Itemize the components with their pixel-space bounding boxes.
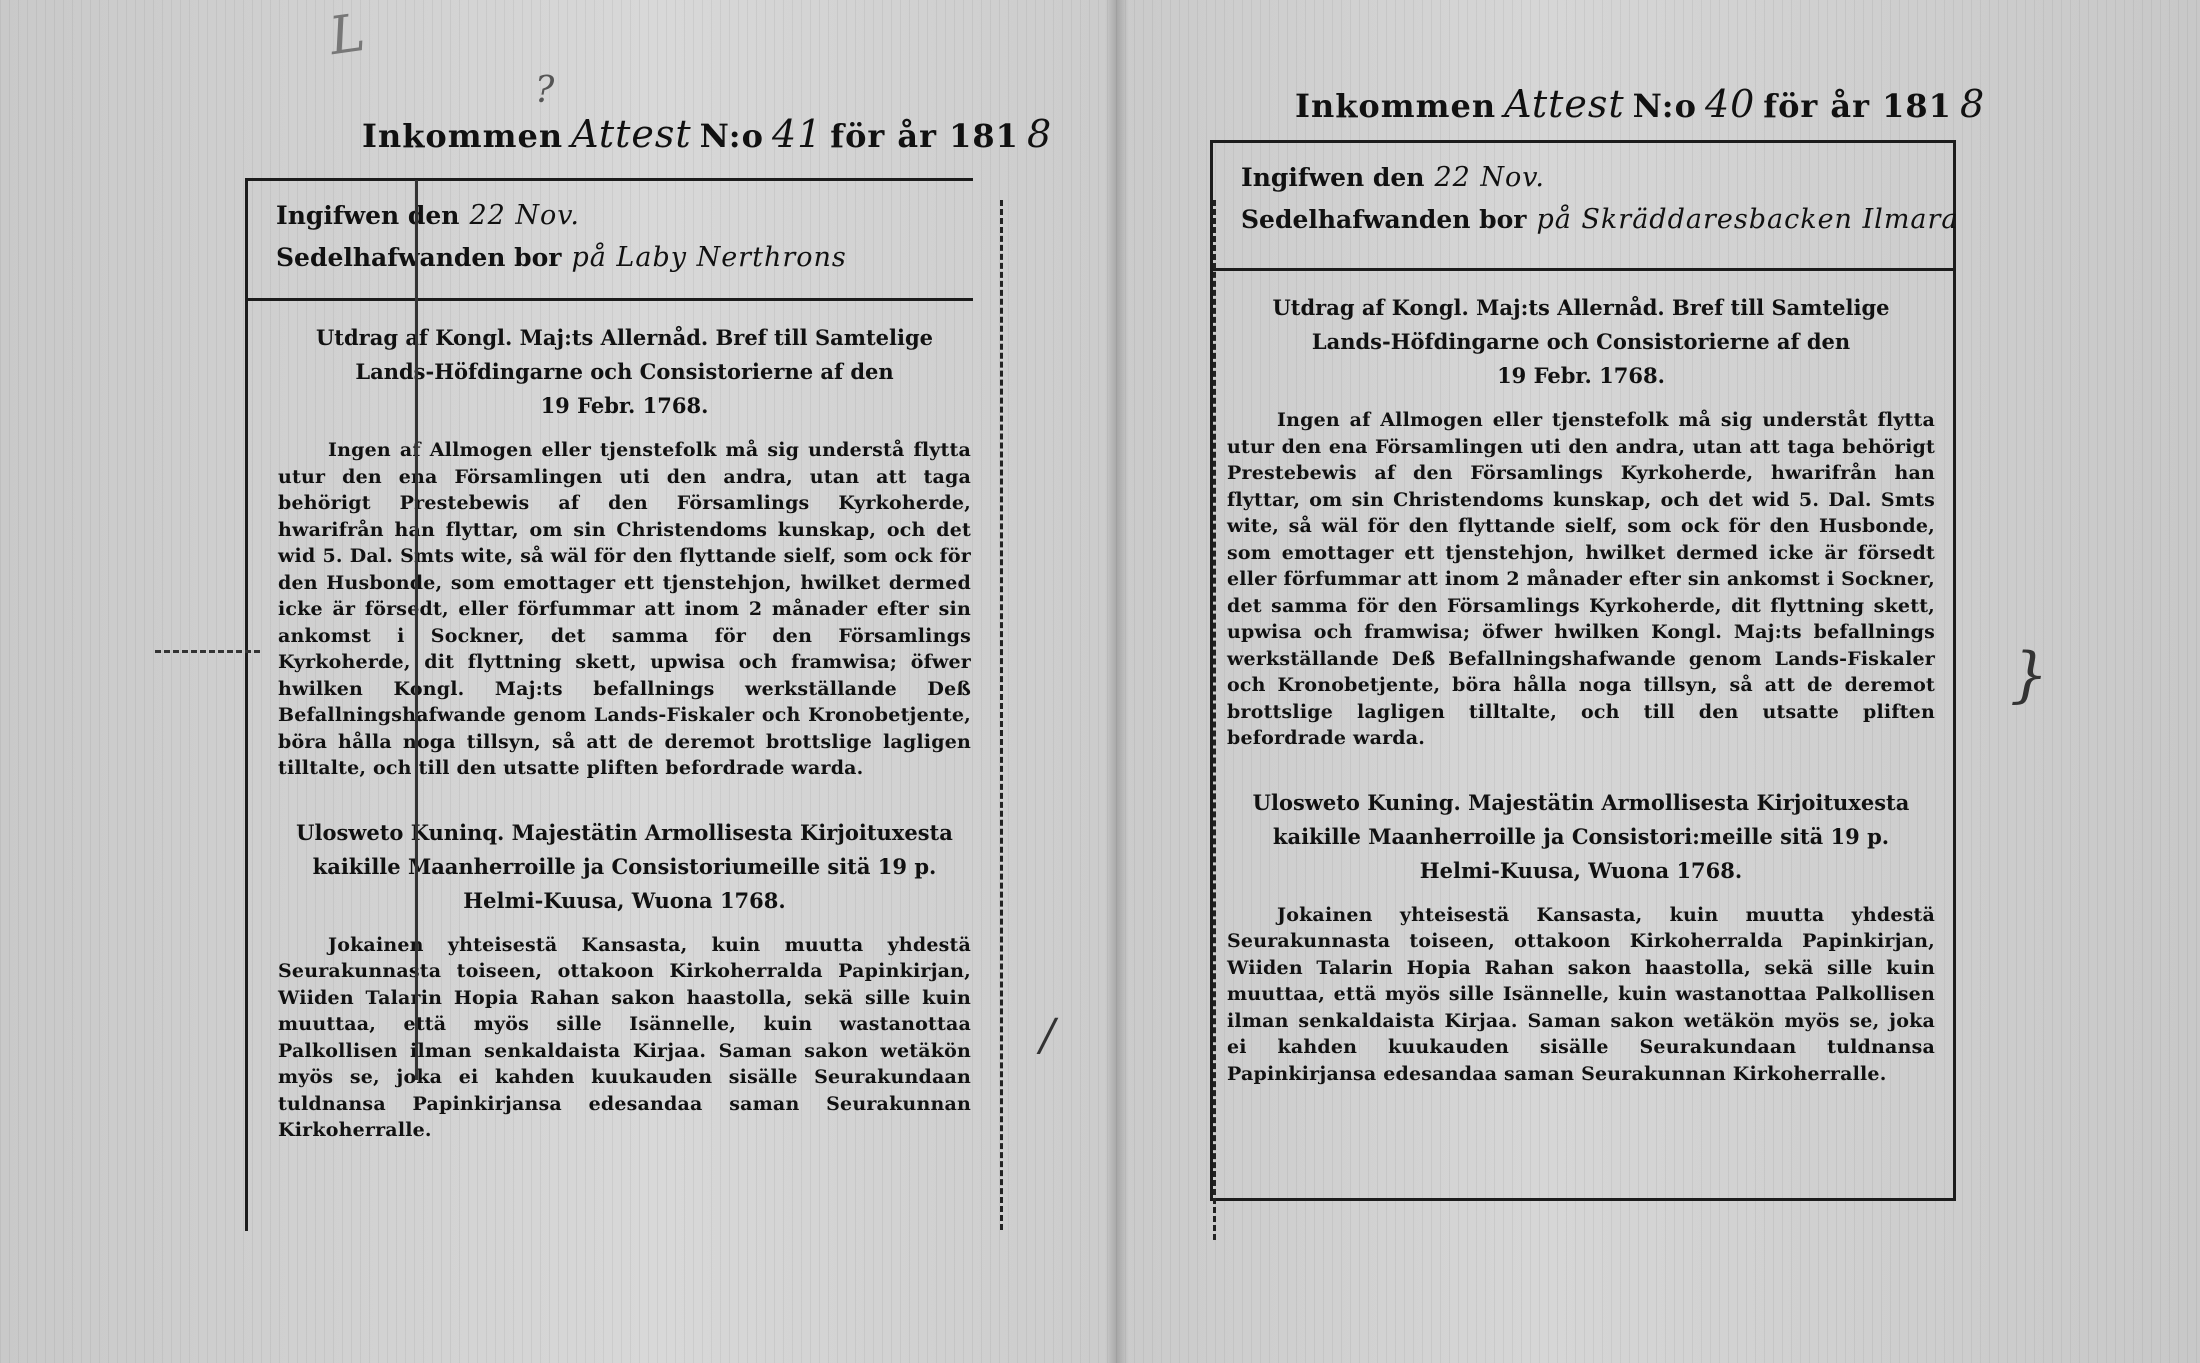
sedelhafwanden-line <box>1241 199 1959 241</box>
right-page-title <box>1295 82 1993 126</box>
left-page-right-edge <box>1000 200 1003 1230</box>
finnish-heading-1: Ulosweto Kuning. Majestätin Armollisesta Kirjoituxesta <box>1252 789 1910 815</box>
title-printed-inkommen: Inkommen <box>1295 87 1497 125</box>
pencil-mark: ? <box>535 70 555 111</box>
ingifwen-line <box>276 195 945 237</box>
title-handwritten-year-digit: 8 <box>1026 112 1053 156</box>
finnish-heading-2: kaikille Maanherroille ja Consistoriumeille sitä 19 p. <box>312 853 937 879</box>
right-body <box>1213 291 1953 1087</box>
swedish-body: Ingen af Allmogen eller tjenstefolk må sig underståt flytta utur den ena Församlingen uti den andra, utan att taga behörigt Prestebewis af den Församlings Kyrkoherde, hwarifrån han flyttar, om sin Christendoms kunskap, och det wid 5. Dal. Smts wite, så wäl för den flyttande sielf, som ock för den Husbonde, som emottager ett tjenstehjon, hwilket dermed icke är försedt eller förfummar att inom 2 månader efter sin ankomst i Sockner, det samma för den Församlings Kyrkoherde, dit flyttning skett, upwisa och framwisa; öfwer hwilken Kongl. Maj:ts befallnings werkställande Deß Befallningshafwande genom Lands-Fiskaler och Kronobetjente, böra hålla noga tillsyn, så att de deremot brottslige lagligen tilltalte, och till den utsatte pliften befordrade warda. <box>1227 409 1935 749</box>
left-header-block <box>248 181 973 301</box>
sedelhafwanden-line <box>276 237 945 279</box>
title-handwritten-attest: Attest <box>571 112 692 156</box>
swedish-heading-1: Utdrag af Kongl. Maj:ts Allernåd. Bref till Samtelige <box>1272 295 1890 320</box>
right-margin-bracket: } <box>2010 640 2049 710</box>
finnish-heading-3: Helmi-Kuusa, Wuona 1768. <box>463 887 786 913</box>
title-printed-no: N:o <box>1632 87 1697 125</box>
right-page-left-edge <box>1213 200 1216 1240</box>
finnish-body: Jokainen yhteisestä Kansasta, kuin muutta yhdestä Seurakunnasta toiseen, ottakoon Kirkoherralda Papinkirjan, Wiiden Talarin Hopia Rahan sakon haastolla, sekä sille kuin muuttaa, että myös sille Isännelle, kuin wastanottaa Palkollisen ilman senkaldaista Kirjaa. Saman sakon wetäkön myös se, joka ei kahden kuukauden sisälle Seurakundaan tuldnansa Papinkirjansa edesandaa saman Seurakunnan Kirkoherralle. <box>278 933 971 1141</box>
ingifwen-value: 22 Nov. <box>1434 162 1545 193</box>
title-handwritten-year-digit: 8 <box>1959 82 1986 126</box>
page-fold-shadow <box>1105 0 1129 1363</box>
swedish-body: Ingen af Allmogen eller tjenstefolk må sig understå flytta utur den ena Församlingen uti den andra, utan att taga behörigt Prestebewis af den Församlings Kyrkoherde, hwarifrån han flyttar, om sin Christendoms kunskap, och det wid 5. Dal. Smts wite, så wäl för den flyttande sielf, som ock för den Husbonde, som emottager ett tjenstehjon, hwilket dermed icke är försedt, eller förfummar att inom 2 månader efter sin ankomst i Sockner, det samma för den Församlings Kyrkoherde, dit flyttning skett, upwisa och framwisa; öfwer hwilken Kongl. Maj:ts befallnings werkställande Deß Befallningshafwande genom Lands-Fiskaler och Kronobetjente, böra hålla noga tillsyn, så att de deremot brottslige lagligen tilltalte, och till den utsatte pliften befordrade warda. <box>278 439 971 779</box>
swedish-heading-2: Lands-Höfdingarne och Consistorierne af den <box>1311 329 1851 354</box>
sedelhafwanden-value: på Skräddaresbacken Ilmara <box>1536 204 1959 235</box>
sedelhafwanden-label: Sedelhafwanden bor <box>1241 205 1527 234</box>
title-printed-year: för år 181 <box>1763 87 1952 125</box>
ingifwen-label: Ingifwen den <box>276 201 460 230</box>
sedelhafwanden-value: på Laby Nerthrons <box>571 242 847 273</box>
title-handwritten-number: 40 <box>1704 82 1756 126</box>
ingifwen-line <box>1241 157 1925 199</box>
right-frame <box>1210 140 1959 1201</box>
finnish-heading-2: kaikille Maanherroille ja Consistori:meille sitä 19 p. <box>1272 823 1890 849</box>
title-printed-year: för år 181 <box>830 117 1019 155</box>
title-handwritten-number: 41 <box>771 112 823 156</box>
left-page-crease <box>415 180 418 1080</box>
left-page-title <box>362 112 1060 156</box>
left-margin-mark <box>155 650 260 653</box>
ingifwen-label: Ingifwen den <box>1241 163 1425 192</box>
title-printed-inkommen: Inkommen <box>362 117 564 155</box>
left-body <box>264 321 989 1144</box>
right-header-block <box>1213 143 1959 271</box>
finnish-heading-3: Helmi-Kuusa, Wuona 1768. <box>1419 857 1743 883</box>
finnish-body: Jokainen yhteisestä Kansasta, kuin muutta yhdestä Seurakunnasta toiseen, ottakoon Kirkoherralda Papinkirjan, Wiiden Talarin Hopia Rahan sakon haastolla, sekä sille kuin muuttaa, että myös sille Isännelle, kuin wastanottaa Palkollisen ilman senkaldaista Kirjaa. Saman sakon wetäkön myös se, joka ei kahden kuukauden sisälle Seurakundaan tuldnansa Papinkirjansa edesandaa saman Seurakunnan Kirkoherralle. <box>1227 903 1935 1085</box>
corner-pencil-mark: L <box>325 2 369 68</box>
left-frame <box>245 178 973 1231</box>
ingifwen-value: 22 Nov. <box>469 200 580 231</box>
title-printed-no: N:o <box>699 117 764 155</box>
title-handwritten-attest: Attest <box>1504 82 1625 126</box>
left-margin-tick: / <box>1040 1010 1055 1061</box>
swedish-heading-2: Lands-Höfdingarne och Consistorierne af den <box>355 359 894 384</box>
swedish-heading-3: 19 Febr. 1768. <box>540 393 709 418</box>
swedish-heading-1: Utdrag af Kongl. Maj:ts Allernåd. Bref till Samtelige <box>315 325 934 350</box>
sedelhafwanden-label: Sedelhafwanden bor <box>276 243 562 272</box>
finnish-heading-1: Ulosweto Kuninq. Majestätin Armollisesta Kirjoituxesta <box>296 819 953 845</box>
swedish-heading-3: 19 Febr. 1768. <box>1497 363 1665 388</box>
